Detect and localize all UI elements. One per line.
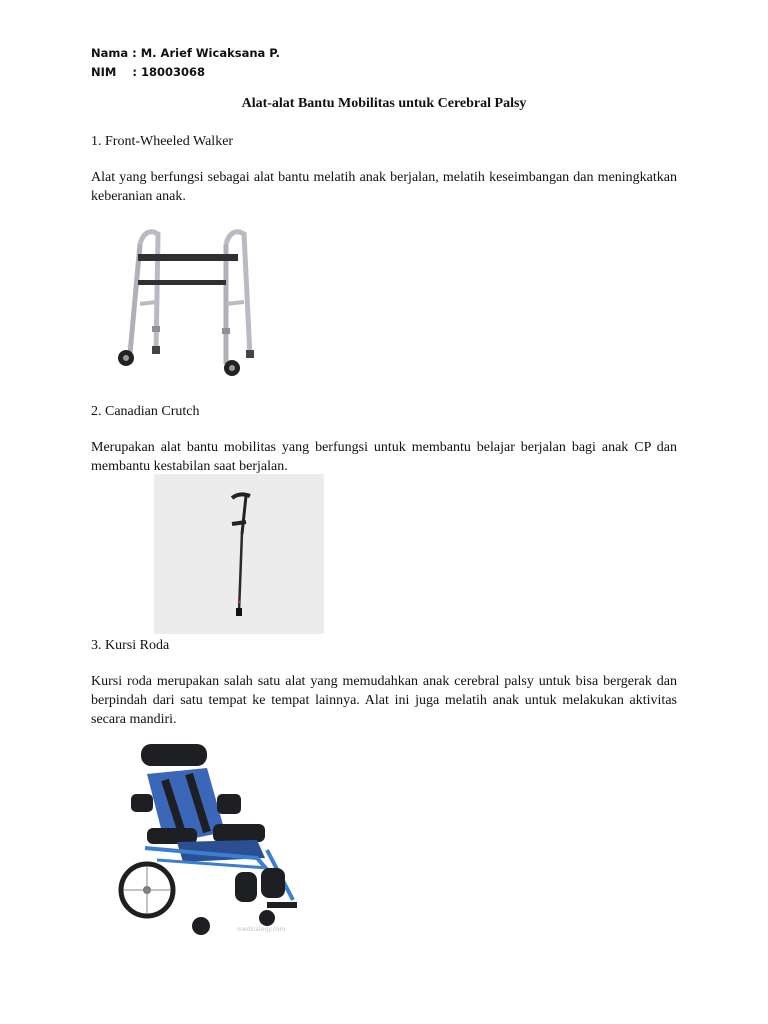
document-title: Alat-alat Bantu Mobilitas untuk Cerebral Palsy (241, 96, 527, 111)
section-text-wheelchair: Kursi roda merupakan salah satu alat yang memudahkan anak cerebral palsy untuk bisa bergerak dan berpindah dari satu tempat ke tempat lainnya. Alat ini juga melatih anak untuk melakukan aktivitas secara mandiri. (91, 674, 677, 727)
section-heading-wheelchair: 3. Kursi Roda (91, 638, 170, 653)
crutch-photo (154, 474, 324, 634)
student-nim: NIM : 18003068 (91, 65, 205, 79)
section-heading-walker: 1. Front-Wheeled Walker (91, 134, 234, 149)
watermark-text: medicalogy.com (237, 926, 286, 933)
section-text-walker: Alat yang berfungsi sebagai alat bantu melatih anak berjalan, melatih keseimbangan dan meningkatkan keberanian anak. (91, 170, 677, 204)
section-heading-crutch: 2. Canadian Crutch (91, 404, 200, 419)
student-name: Nama : M. Arief Wicaksana P. (91, 46, 280, 60)
walker-photo (104, 214, 280, 386)
section-text-crutch: Merupakan alat bantu mobilitas yang berfungsi untuk membantu belajar berjalan bagi anak CP dan membantu kestabilan saat berjalan. (91, 440, 677, 474)
wheelchair-photo (117, 740, 313, 940)
